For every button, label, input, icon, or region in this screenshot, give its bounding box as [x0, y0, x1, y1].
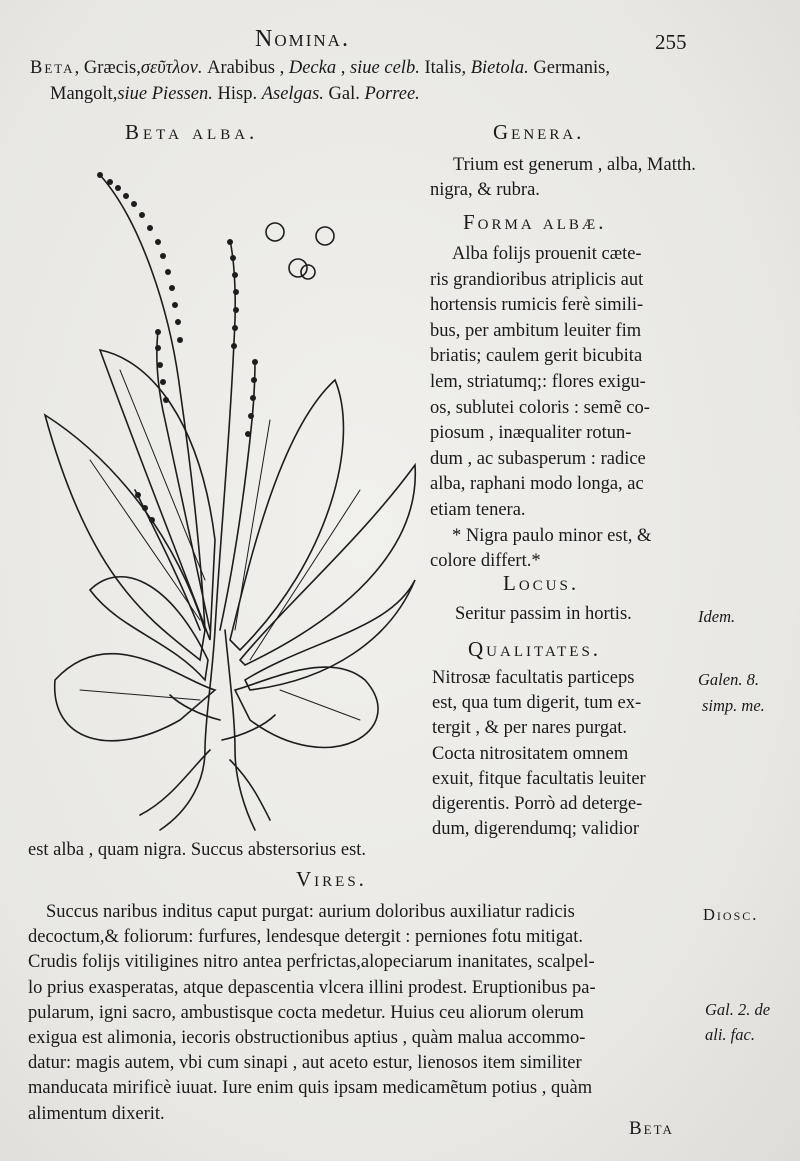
forma-heading: Forma albæ. — [463, 210, 607, 234]
text-line: pularum, igni sacro, ambustisque cocta medetur. Huius ceu aliorum olerum — [28, 1002, 584, 1023]
text-line: Crudis folijs vitiligines nitro antea perfrictas,alopeciarum inanitates, scalpel- — [28, 952, 595, 973]
text-line: alba, raphani modo longa, ac — [430, 474, 644, 495]
nomina-run: , Græcis, — [74, 58, 141, 78]
text-line: lo prius exasperatas, atque depascentia vlcera illini prodest. Eruptionibus pa- — [28, 977, 596, 998]
text-line: datur: magis autem, vbi cum sinapi , aut aceto estur, lienosos item similiter — [28, 1053, 582, 1074]
text-line: etiam tenera. — [430, 500, 526, 520]
vires-margin-note: Diosc. — [703, 905, 759, 924]
qualitates-continuation: est alba , quam nigra. Succus abstersorius est. — [28, 840, 367, 860]
locus-heading: Locus. — [503, 571, 580, 595]
text-line: dum, digerendumq; validior — [432, 819, 640, 840]
vires-heading: Vires. — [296, 867, 367, 891]
vires-margin-note: ali. fac. — [705, 1025, 755, 1044]
beta-alba-woodcut-illustration — [30, 160, 430, 840]
nomina-run: Germanis, — [528, 58, 610, 78]
text-line: tergit , & per nares purgat. — [432, 718, 628, 739]
nomina-run: Italis, — [419, 58, 471, 78]
qualitates-heading: Qualitates. — [468, 637, 602, 661]
text-line: Cocta nitrositatem omnem — [432, 743, 629, 764]
text-line: manducata mirificè iuuat. Iure enim quis ipsam medicamẽtum potius , quàm — [28, 1078, 593, 1099]
page-number: 255 — [655, 30, 687, 54]
qualitates-margin-note: Galen. 8. — [698, 670, 759, 689]
text-line: exuit, fitque facultatis leuiter — [432, 768, 646, 789]
locus-margin-note: Idem. — [698, 607, 736, 626]
nomina-line-1 — [30, 58, 610, 79]
text-line: alimentum dixerit. — [28, 1103, 165, 1124]
text-line: os, sublutei coloris : semẽ co- — [430, 397, 650, 418]
text-line: exigua est alimonia, iecoris obstructionibus aptius , quàm malua accommo- — [28, 1028, 586, 1048]
text-line: Alba folijs prouenit cæte- — [452, 244, 642, 264]
text-line: colore differt.* — [430, 551, 541, 572]
text-line: Succus naribus inditus caput purgat: aurium doloribus auxiliatur radicis — [46, 902, 575, 922]
nomina-run: , — [336, 58, 350, 78]
nomina-run: Aselgas. — [261, 84, 324, 104]
text-line: ris grandioribus atriplicis aut — [430, 269, 644, 290]
nomina-run: Porree. — [364, 84, 420, 104]
locus-text: Seritur passim in hortis. — [455, 604, 632, 624]
nomina-run: Bietola. — [470, 58, 529, 78]
text-line: dum , ac subasperum : radice — [430, 448, 646, 469]
nomina-run: siue celb. — [349, 58, 420, 78]
nomina-run: Arabibus , — [202, 58, 289, 78]
text-line: digerentis. Porrò ad deterge- — [432, 794, 643, 814]
figure-title: Beta alba. — [125, 120, 259, 144]
text-line: decoctum,& foliorum: furfures, lendesque detergit : perniones fotu mitigat. — [28, 927, 584, 948]
nomina-run: Decka — [288, 58, 337, 78]
text-line: est, qua tum digerit, tum ex- — [432, 693, 642, 714]
nomina-run: siue Piessen. — [117, 84, 213, 104]
running-head: Nomina. — [255, 26, 350, 52]
text-line: hortensis rumicis ferè simili- — [430, 295, 644, 316]
nomina-run: σεῦτλον. — [140, 58, 203, 78]
genera-line: Trium est generum , alba, Matth. — [453, 155, 696, 175]
catchword: Beta — [629, 1118, 674, 1139]
text-line: Nitrosæ facultatis particeps — [432, 668, 635, 688]
genera-heading: Genera. — [493, 120, 585, 144]
vires-margin-note: Gal. 2. de — [705, 1000, 771, 1019]
text-line: lem, striatumq;: flores exigu- — [430, 372, 646, 392]
text-line: * Nigra paulo minor est, & — [452, 525, 652, 546]
nomina-run: Hisp. — [212, 84, 262, 104]
nomina-line-2 — [50, 84, 420, 105]
nomina-run: Gal. — [323, 84, 365, 104]
text-line: briatis; caulem gerit bicubita — [430, 346, 643, 367]
text-line: piosum , inæqualiter rotun- — [430, 423, 632, 444]
qualitates-margin-note: simp. me. — [702, 696, 765, 715]
nomina-run: Mangolt, — [50, 84, 118, 104]
genera-line: nigra, & rubra. — [430, 180, 540, 200]
text-line: bus, per ambitum leuiter fim — [430, 320, 642, 341]
nomina-run: Beta — [30, 58, 75, 78]
